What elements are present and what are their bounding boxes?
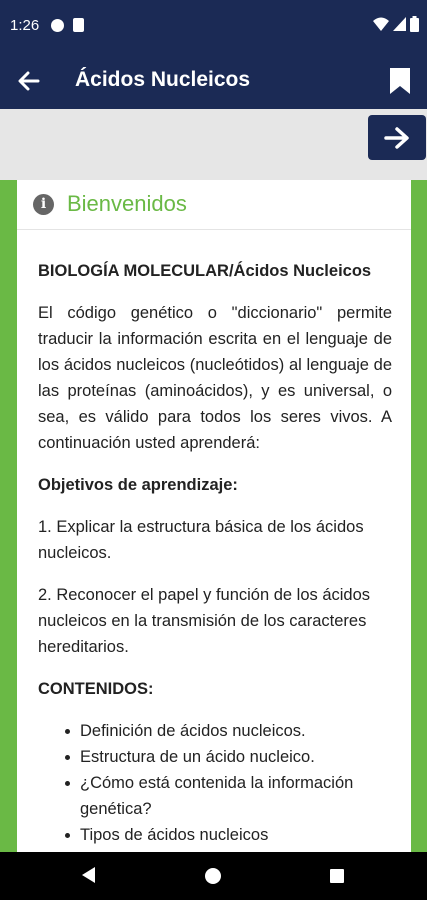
contents-list	[38, 718, 392, 848]
notification-icon	[51, 19, 64, 32]
status-indicators	[373, 16, 419, 32]
list-item: Estructura de un ácido nucleico.	[65, 744, 392, 770]
card-header	[17, 180, 411, 230]
wifi-icon	[373, 17, 389, 31]
list-item: ¿Cómo está contenida la información genética?	[65, 770, 392, 822]
signal-icon	[393, 17, 406, 31]
info-icon: i	[33, 194, 54, 215]
objectives-heading: Objetivos de aprendizaje:	[38, 476, 238, 494]
system-back-icon[interactable]	[82, 867, 95, 883]
content-card	[17, 180, 411, 852]
page-title: Ácidos Nucleicos	[75, 68, 251, 91]
objective-item: 1. Explicar la estructura básica de los ácidos nucleicos.	[38, 518, 364, 562]
sd-card-icon	[73, 18, 84, 32]
list-item: Tipos de ácidos nucleicos	[65, 822, 392, 848]
system-recents-icon[interactable]	[330, 869, 344, 883]
objective-item: 2. Reconocer el papel y función de los ácidos nucleicos en la transmisión de los caracteres hereditarios.	[38, 586, 371, 656]
system-home-icon[interactable]	[205, 868, 221, 884]
status-time: 1:26	[10, 17, 40, 34]
card-body	[38, 258, 392, 848]
list-item: Definición de ácidos nucleicos.	[65, 718, 392, 744]
app-bar	[0, 52, 427, 109]
arrow-left-icon	[18, 71, 40, 91]
system-navigation-bar	[0, 852, 427, 900]
navigation-strip	[0, 109, 427, 180]
intro-paragraph: El código genético o "diccionario" permite traducir la información escrita en el lenguaje de los ácidos nucleicos (nucleótidos) al lenguaje de las proteínas (aminoácidos), y es universal, o sea, es válido para todos los seres vivos. A continuación usted aprenderá:	[38, 304, 392, 452]
contents-heading: CONTENIDOS:	[38, 680, 154, 698]
bookmark-button[interactable]	[385, 64, 415, 98]
battery-icon	[410, 16, 419, 32]
card-title: Bienvenidos	[67, 191, 187, 216]
section-heading: BIOLOGÍA MOLECULAR/Ácidos Nucleicos	[38, 262, 372, 280]
next-button[interactable]	[368, 115, 426, 160]
status-bar	[0, 0, 427, 52]
back-button[interactable]	[14, 66, 44, 96]
bookmark-icon	[389, 67, 411, 95]
arrow-right-icon	[384, 126, 410, 150]
